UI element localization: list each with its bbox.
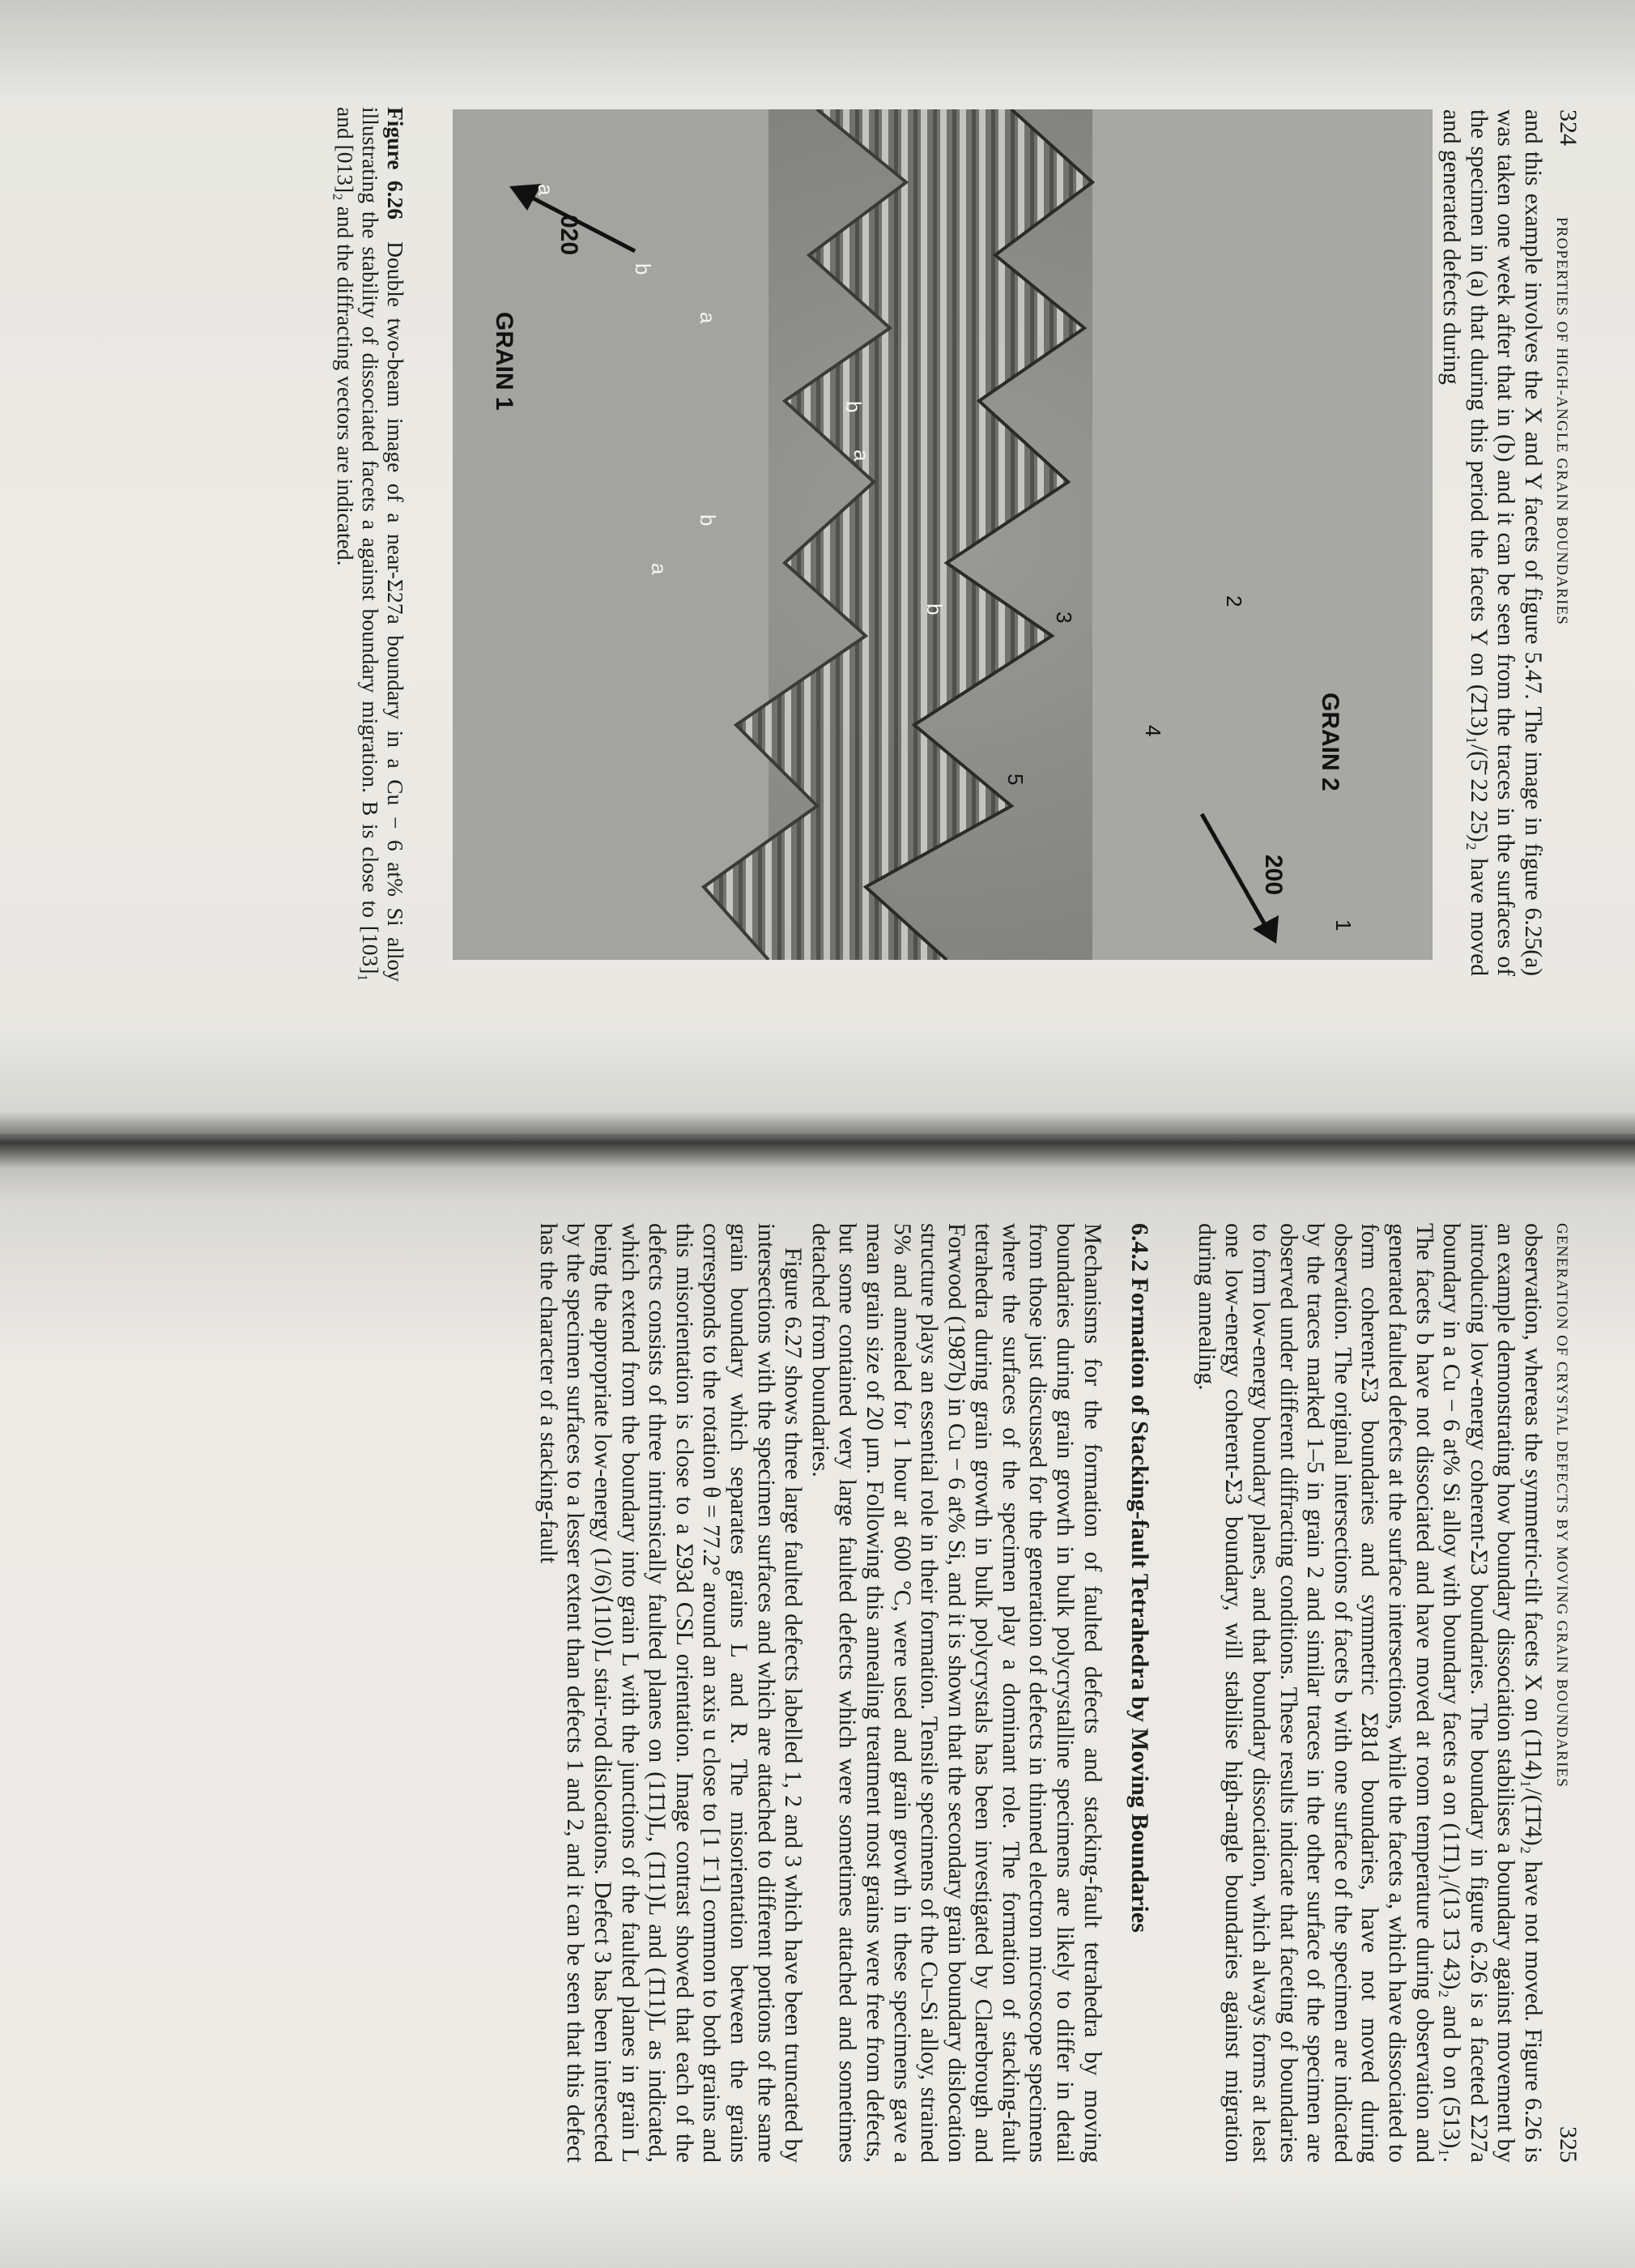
facet-mark-a: a — [696, 312, 720, 324]
section-heading: 6.4.2 Formation of Stacking-fault Tetrahedra by Moving Boundaries — [1126, 1223, 1154, 1933]
micrograph-figure — [453, 109, 1433, 960]
paragraph-2: Mechanisms for the formation of faulted defects and stacking-fault tetrahedra by moving boundaries during grain growth in bulk polycrystalline specimens are likely to differ in detail from those just discussed for the generation of defects in thinned electron microscope specimens where the surfaces of the specimen play a dominant role. The formation of stacking-fault tetrahedra during grain growth in bulk polycrystals has been investigated by Clarebrough and Forwood (1987b) in Cu − 6 at% Si, and it is shown that the secondary grain boundary dislocation structure plays an essential role in their formation. Tensile specimens of the Cu–Si alloy, strained 5% and annealed for 1 hour at 600 °C, were used and grain growth in these specimens gave a mean grain size of 20 μm. Following this annealing treatment most grains were free from defects, but some contained very large faulted defects which were sometimes attached and sometimes detached from boundaries. — [807, 1223, 1105, 2163]
paragraph-1: observation, whereas the symmetric-tilt facets X on (1̄14)₁/(1̄1̄4)₂ have not moved. Figure 6.26 is an example demonstrating how boundary dissociation stabilises a boundary against movement by introducing low-energy coherent-Σ3 boundaries. The boundary in figure 6.26 is a faceted Σ27a boundary in a Cu − 6 at% Si alloy with boundary facets a on (11̄1)₁/(13 1̄3 43)₂ and b on (513)₁. The facets b have not dissociated and have moved at room temperature during observation and generated faulted defects at the surface intersections, while the facets a, which have dissociated to form coherent-Σ3 boundaries and symmetric Σ81d boundaries, have not moved during observation. The original intersections of facets b with one surface of the specimen are indicated by the traces marked 1–5 in grain 2 and similar traces in the other surface of the specimen are observed under different diffracting conditions. These results indicate that faceting of boundaries to form low-energy boundary planes, and that boundary dissociation, which always forms at least one low-energy coherent-Σ3 boundary, will stabilise high-angle boundaries against migration during annealing. — [1193, 1223, 1546, 2163]
body-paragraph — [1437, 109, 1546, 976]
grain1-label: GRAIN 1 — [491, 312, 517, 411]
facet-mark-b: b — [696, 514, 720, 526]
page-number: 324 — [1555, 109, 1582, 146]
facet-mark-b: b — [841, 401, 866, 413]
trace-mark-1: 1 — [1331, 919, 1356, 932]
trace-mark-3: 3 — [1052, 612, 1076, 624]
trace-mark-4: 4 — [1141, 725, 1165, 737]
vector-200-label: 200 — [1260, 855, 1287, 896]
facet-mark-b: b — [631, 263, 655, 275]
running-head: GENERATION OF CRYSTAL DEFECTS BY MOVING GRAIN BOUNDARIES — [1553, 1223, 1570, 1788]
book-gutter — [0, 1111, 1635, 1168]
micrograph-image — [453, 109, 1433, 960]
facet-mark-b: b — [922, 603, 947, 616]
facet-mark-a: a — [647, 563, 671, 575]
figure-caption — [333, 107, 408, 982]
right-page — [0, 1134, 1635, 2268]
facet-mark-a: a — [534, 184, 558, 196]
grain2-label: GRAIN 2 — [1317, 693, 1343, 791]
paragraph-text: and this example involves the X and Y facets of figure 5.47. The image in figure 6.25(a) was taken one week after that in (b) and it can be seen from the traces in the surfaces of the specimen in (a) that during this period the facets Y on (2̄13)₁/(5̄ 22 25)₂ have moved and generated defects during — [1438, 109, 1546, 976]
vector-020-label: 020 — [556, 215, 582, 256]
body-text — [534, 1223, 1546, 2163]
caption-text: Double two-beam image of a near-Σ27a boundary in a Cu − 6 at% Si alloy illustrating the stability of dissociated facets a against boundary migration. B is close to [103]₁ and [013]₂ and the diffracting vectors are indicated. — [333, 107, 408, 982]
facet-mark-a: a — [849, 450, 874, 462]
trace-mark-5: 5 — [1003, 774, 1028, 786]
page-number: 325 — [1555, 2126, 1582, 2163]
trace-mark-2: 2 — [1222, 595, 1246, 608]
figure-label: Figure 6.26 — [383, 107, 408, 220]
running-head: PROPERTIES OF HIGH-ANGLE GRAIN BOUNDARIES — [1553, 217, 1570, 626]
paragraph-3: Figure 6.27 shows three large faulted defects labelled 1, 2 and 3 which have been truncated by intersections with the specimen surfaces and which are attached to different portions of the same grain boundary which separates grains L and R. The misorientation between the grains corresponds to the rotation θ = 77.2° around an axis u close to [1 1̄ 1] common to both grains and this misorientation is close to a Σ93d CSL orientation. Image contrast showed that each of the defects consists of three intrinsically faulted planes on (11̄1)L, (1̄11)L and (1̄11)L as indicated, which extend from the boundary into grain L with the junctions of the faulted planes in grain L being the appropriate low-energy (1/6)⟨110⟩L stair-rod dislocations. Defect 3 has been intersected by the specimen surfaces to a lesser extent than defects 1 and 2, and it can be seen that this defect has the character of a stacking-fault — [534, 1223, 807, 2163]
